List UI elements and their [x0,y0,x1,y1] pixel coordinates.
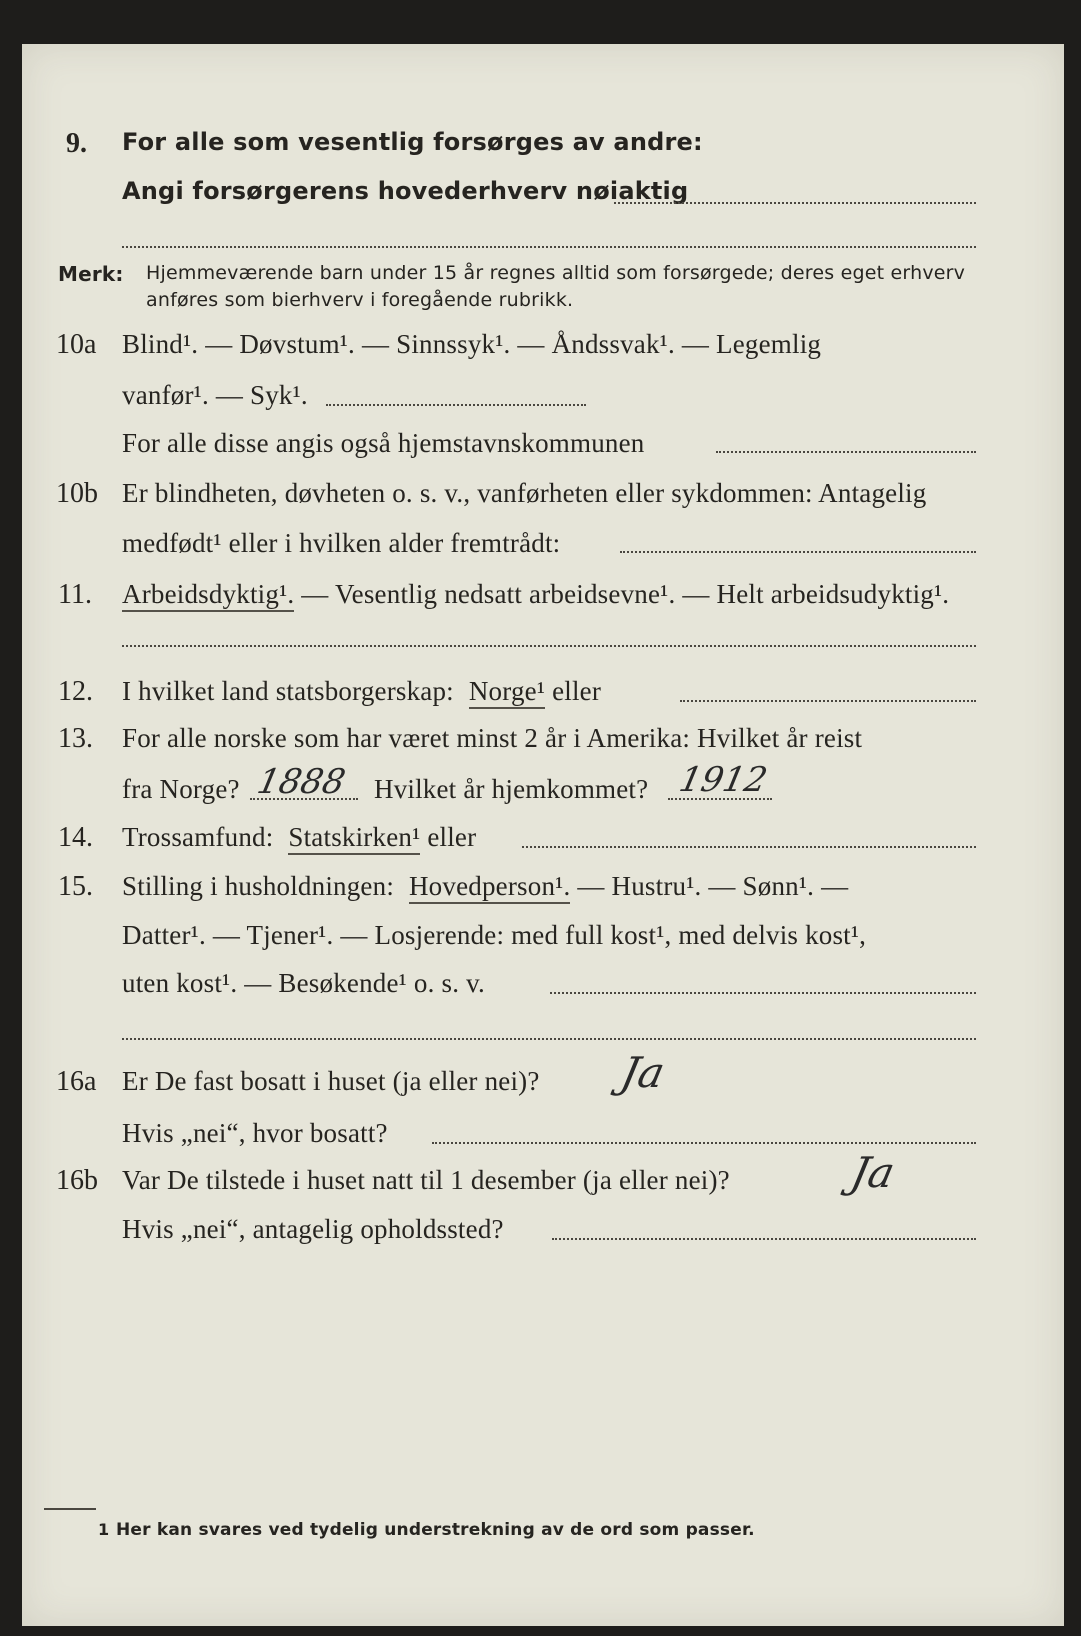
q10a-home-municipality-field[interactable] [716,451,976,453]
q16a-number: 16a [56,1066,97,1097]
q13-departure-field[interactable] [250,798,358,800]
q9-line2: Angi forsørgerens hovederhverv nøiaktig [122,177,689,205]
merk-line1: Hjemmeværende barn under 15 år regnes alltid som forsørgede; deres eget erhverv [146,262,966,284]
footnote-text: Her kan svares ved tydelig understrekning av de ord som passer. [116,1520,755,1540]
q14-number: 14. [58,822,93,853]
q16b-number: 16b [56,1165,98,1196]
q12-line [122,676,601,707]
q15-line1b: — Hustru¹. — Sønn¹. — [577,871,849,901]
q13-line1: For alle norske som har været minst 2 år i Amerika: Hvilket år reist [122,723,863,753]
q16a-residence-field[interactable] [432,1142,976,1144]
q15-answer-field-2[interactable] [122,1038,976,1040]
q16b-line1: Var De tilstede i huset natt til 1 desember (ja eller nei)? [122,1165,730,1195]
q15-line1 [122,871,848,902]
q12-underlined-answer: Norge¹ [469,676,545,709]
q10a-line3: For alle disse angis også hjemstavnskommunen [122,428,645,458]
q16b-whereabouts-field[interactable] [552,1238,976,1240]
q11-number: 11. [58,579,92,610]
q9-answer-field-2[interactable] [122,246,976,248]
q12-number: 12. [58,676,93,707]
q16a-line1: Er De fast bosatt i huset (ja eller nei)? [122,1066,540,1096]
q13-handwritten-return-year: 1912 [675,760,771,800]
q10a-line1: Blind¹. — Døvstum¹. — Sinnssyk¹. — Åndssvak¹. — Legemlig [122,329,822,359]
q16b-handwritten-answer: Ja [846,1148,900,1197]
q9-number: 9. [66,128,87,159]
q13-number: 13. [58,723,93,754]
q15-underlined-answer: Hovedperson¹. [409,871,570,904]
q16a-handwritten-answer: Ja [616,1048,670,1097]
q14-answer-field[interactable] [522,846,976,848]
q11-answer-field[interactable] [122,645,976,647]
q9-line1: For alle som vesentlig forsørges av andre: [122,128,703,156]
q15-number: 15. [58,871,93,902]
q11-underlined-answer: Arbeidsdyktig¹. [122,579,294,612]
q14-suffix: eller [427,822,477,852]
q10a-number: 10a [56,329,97,360]
q10b-line1: Er blindheten, døvheten o. s. v., vanførheten eller sykdommen: Antagelig [122,478,927,508]
q15-line1a: Stilling i husholdningen: [122,871,395,901]
q15-answer-field[interactable] [550,992,976,994]
q14-line [122,822,476,853]
q9-answer-field[interactable] [614,202,976,204]
q14-prefix: Trossamfund: [122,822,274,852]
merk-label: Merk: [58,262,124,286]
q13-return-field[interactable] [668,798,772,800]
q13-line2b: Hvilket år hjemkommet? [374,774,649,804]
footnote-mark: 1 [98,1520,110,1539]
q12-answer-field[interactable] [680,700,976,702]
q15-line2: Datter¹. — Tjener¹. — Losjerende: med full kost¹, med delvis kost¹, [122,920,867,950]
q16b-line2: Hvis „nei“, antagelig opholdssted? [122,1214,504,1244]
q13-handwritten-departure-year: 1888 [253,762,349,802]
q10b-line2: medfødt¹ eller i hvilken alder fremtrådt: [122,528,561,558]
q14-underlined-answer: Statskirken¹ [288,822,420,855]
q15-line3: uten kost¹. — Besøkende¹ o. s. v. [122,968,486,998]
q12-suffix: eller [552,676,602,706]
footnote-rule [44,1508,96,1510]
q10b-number: 10b [56,478,98,509]
q10a-answer-field[interactable] [326,404,586,406]
q11-line [122,579,949,610]
q13-line2a: fra Norge? [122,774,240,804]
q11-rest: — Vesentlig nedsatt arbeidsevne¹. — Helt arbeidsudyktig¹. [301,579,950,609]
q10a-line2: vanfør¹. — Syk¹. [122,380,308,410]
merk-line2: anføres som bierhverv i foregående rubrikk. [146,289,574,311]
q10b-answer-field[interactable] [620,551,976,553]
q16a-line2: Hvis „nei“, hvor bosatt? [122,1118,388,1148]
q12-prefix: I hvilket land statsborgerskap: [122,676,454,706]
